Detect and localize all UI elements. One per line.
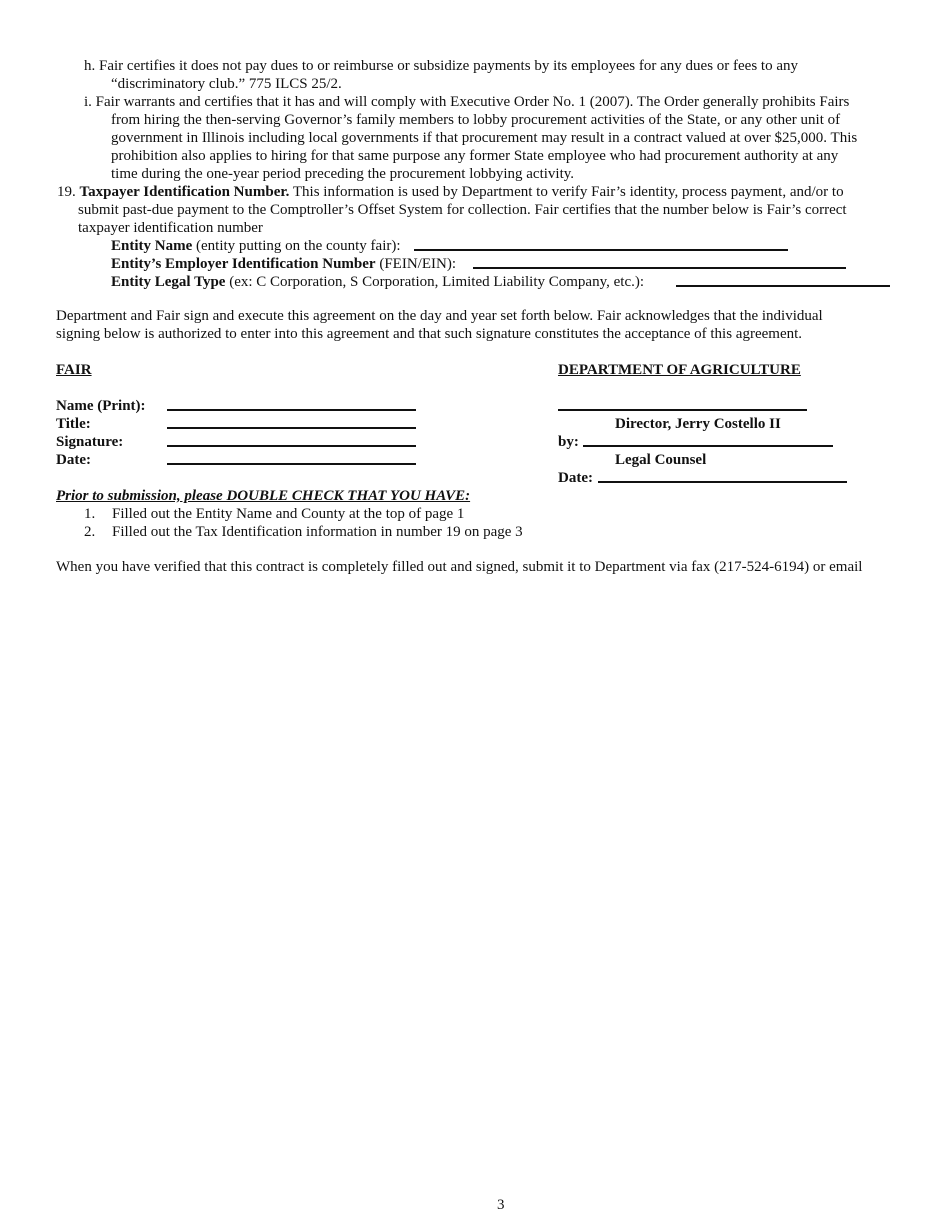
checklist-item-1-number: 1. — [84, 506, 96, 522]
entity-name-field[interactable] — [414, 249, 788, 251]
department-date-label: Date: — [558, 470, 593, 486]
item-h-line-1: h. Fair certifies it does not pay dues to or reimburse or subsidize payments by its employees for any dues or fees to any — [84, 58, 798, 74]
legal-type-field[interactable] — [676, 285, 890, 287]
item-i-line-2: from hiring the then-serving Governor’s family members to lobby procurement activities of the State, or any other unit of — [111, 112, 841, 128]
legal-type-note: (ex: C Corporation, S Corporation, Limited Liability Company, etc.): — [225, 274, 645, 290]
checklist-item-2-number: 2. — [84, 524, 96, 540]
fair-name-print-field[interactable] — [167, 409, 416, 411]
legal-type-label: Entity Legal Type — [111, 274, 226, 290]
legal-counsel-signature-field[interactable] — [583, 445, 833, 447]
checklist-item-2-text: Filled out the Tax Identification information in number 19 on page 3 — [112, 524, 523, 540]
item-i-line-3: government in Illinois including local governments if that procurement may result in a contract valued at over $25,000. This — [111, 130, 858, 146]
item-i-line-4: prohibition also applies to hiring for that same purpose any former State employee who had procurement authority at any — [111, 148, 839, 164]
legal-counsel-label: Legal Counsel — [615, 452, 707, 468]
director-name: Director, Jerry Costello II — [615, 416, 781, 432]
item-19-heading: Taxpayer Identification Number. — [79, 184, 290, 200]
entity-name-label: Entity Name — [111, 238, 193, 254]
department-date-field[interactable] — [598, 481, 847, 483]
submit-note: When you have verified that this contract is completely filled out and signed, submit it to Department via fax (217-524-6194) or email — [56, 559, 863, 575]
department-heading: DEPARTMENT OF AGRICULTURE — [558, 362, 801, 378]
fair-title-field[interactable] — [167, 427, 416, 429]
item-19-line-3: taxpayer identification number — [78, 220, 263, 236]
by-label: by: — [558, 434, 579, 450]
ein-label: Entity’s Employer Identification Number — [111, 256, 376, 272]
checklist-heading: Prior to submission, please DOUBLE CHECK THAT YOU HAVE: — [56, 488, 471, 504]
agreement-line-2: signing below is authorized to enter into this agreement and that such signature constitutes the acceptance of this agreement. — [56, 326, 803, 342]
item-i-line-5: time during the one-year period preceding the procurement lobbying activity. — [111, 166, 575, 182]
page-number: 3 — [497, 1197, 505, 1213]
item-h-line-2: “discriminatory club.” 775 ILCS 25/2. — [111, 76, 342, 92]
ein-note: (FEIN/EIN): — [375, 256, 456, 272]
item-19-line-1 — [57, 183, 844, 201]
fair-date-label: Date: — [56, 452, 91, 468]
director-signature-field[interactable] — [558, 409, 807, 411]
fair-name-print-label: Name (Print): — [56, 398, 146, 414]
legal-type-row — [111, 273, 644, 291]
item-19-number: 19. — [57, 184, 76, 200]
fair-title-label: Title: — [56, 416, 91, 432]
checklist-item-1-text: Filled out the Entity Name and County at the top of page 1 — [112, 506, 465, 522]
ein-field[interactable] — [473, 267, 846, 269]
fair-date-field[interactable] — [167, 463, 416, 465]
item-i-line-1: i. Fair warrants and certifies that it has and will comply with Executive Order No. 1 (2007). The Order generally prohibits Fairs — [84, 94, 850, 110]
item-19-line-1-rest: This information is used by Department to verify Fair’s identity, process payment, and/or to — [289, 184, 844, 200]
fair-signature-label: Signature: — [56, 434, 124, 450]
agreement-line-1: Department and Fair sign and execute this agreement on the day and year set forth below. Fair acknowledges that the individual — [56, 308, 823, 324]
entity-name-note: (entity putting on the county fair): — [192, 238, 401, 254]
entity-name-row — [111, 237, 401, 255]
item-19-line-2: submit past-due payment to the Comptroller’s Offset System for collection. Fair certifies that the number below is Fair’s correct — [78, 202, 847, 218]
fair-signature-field[interactable] — [167, 445, 416, 447]
fair-heading: FAIR — [56, 362, 92, 378]
ein-row — [111, 255, 456, 273]
